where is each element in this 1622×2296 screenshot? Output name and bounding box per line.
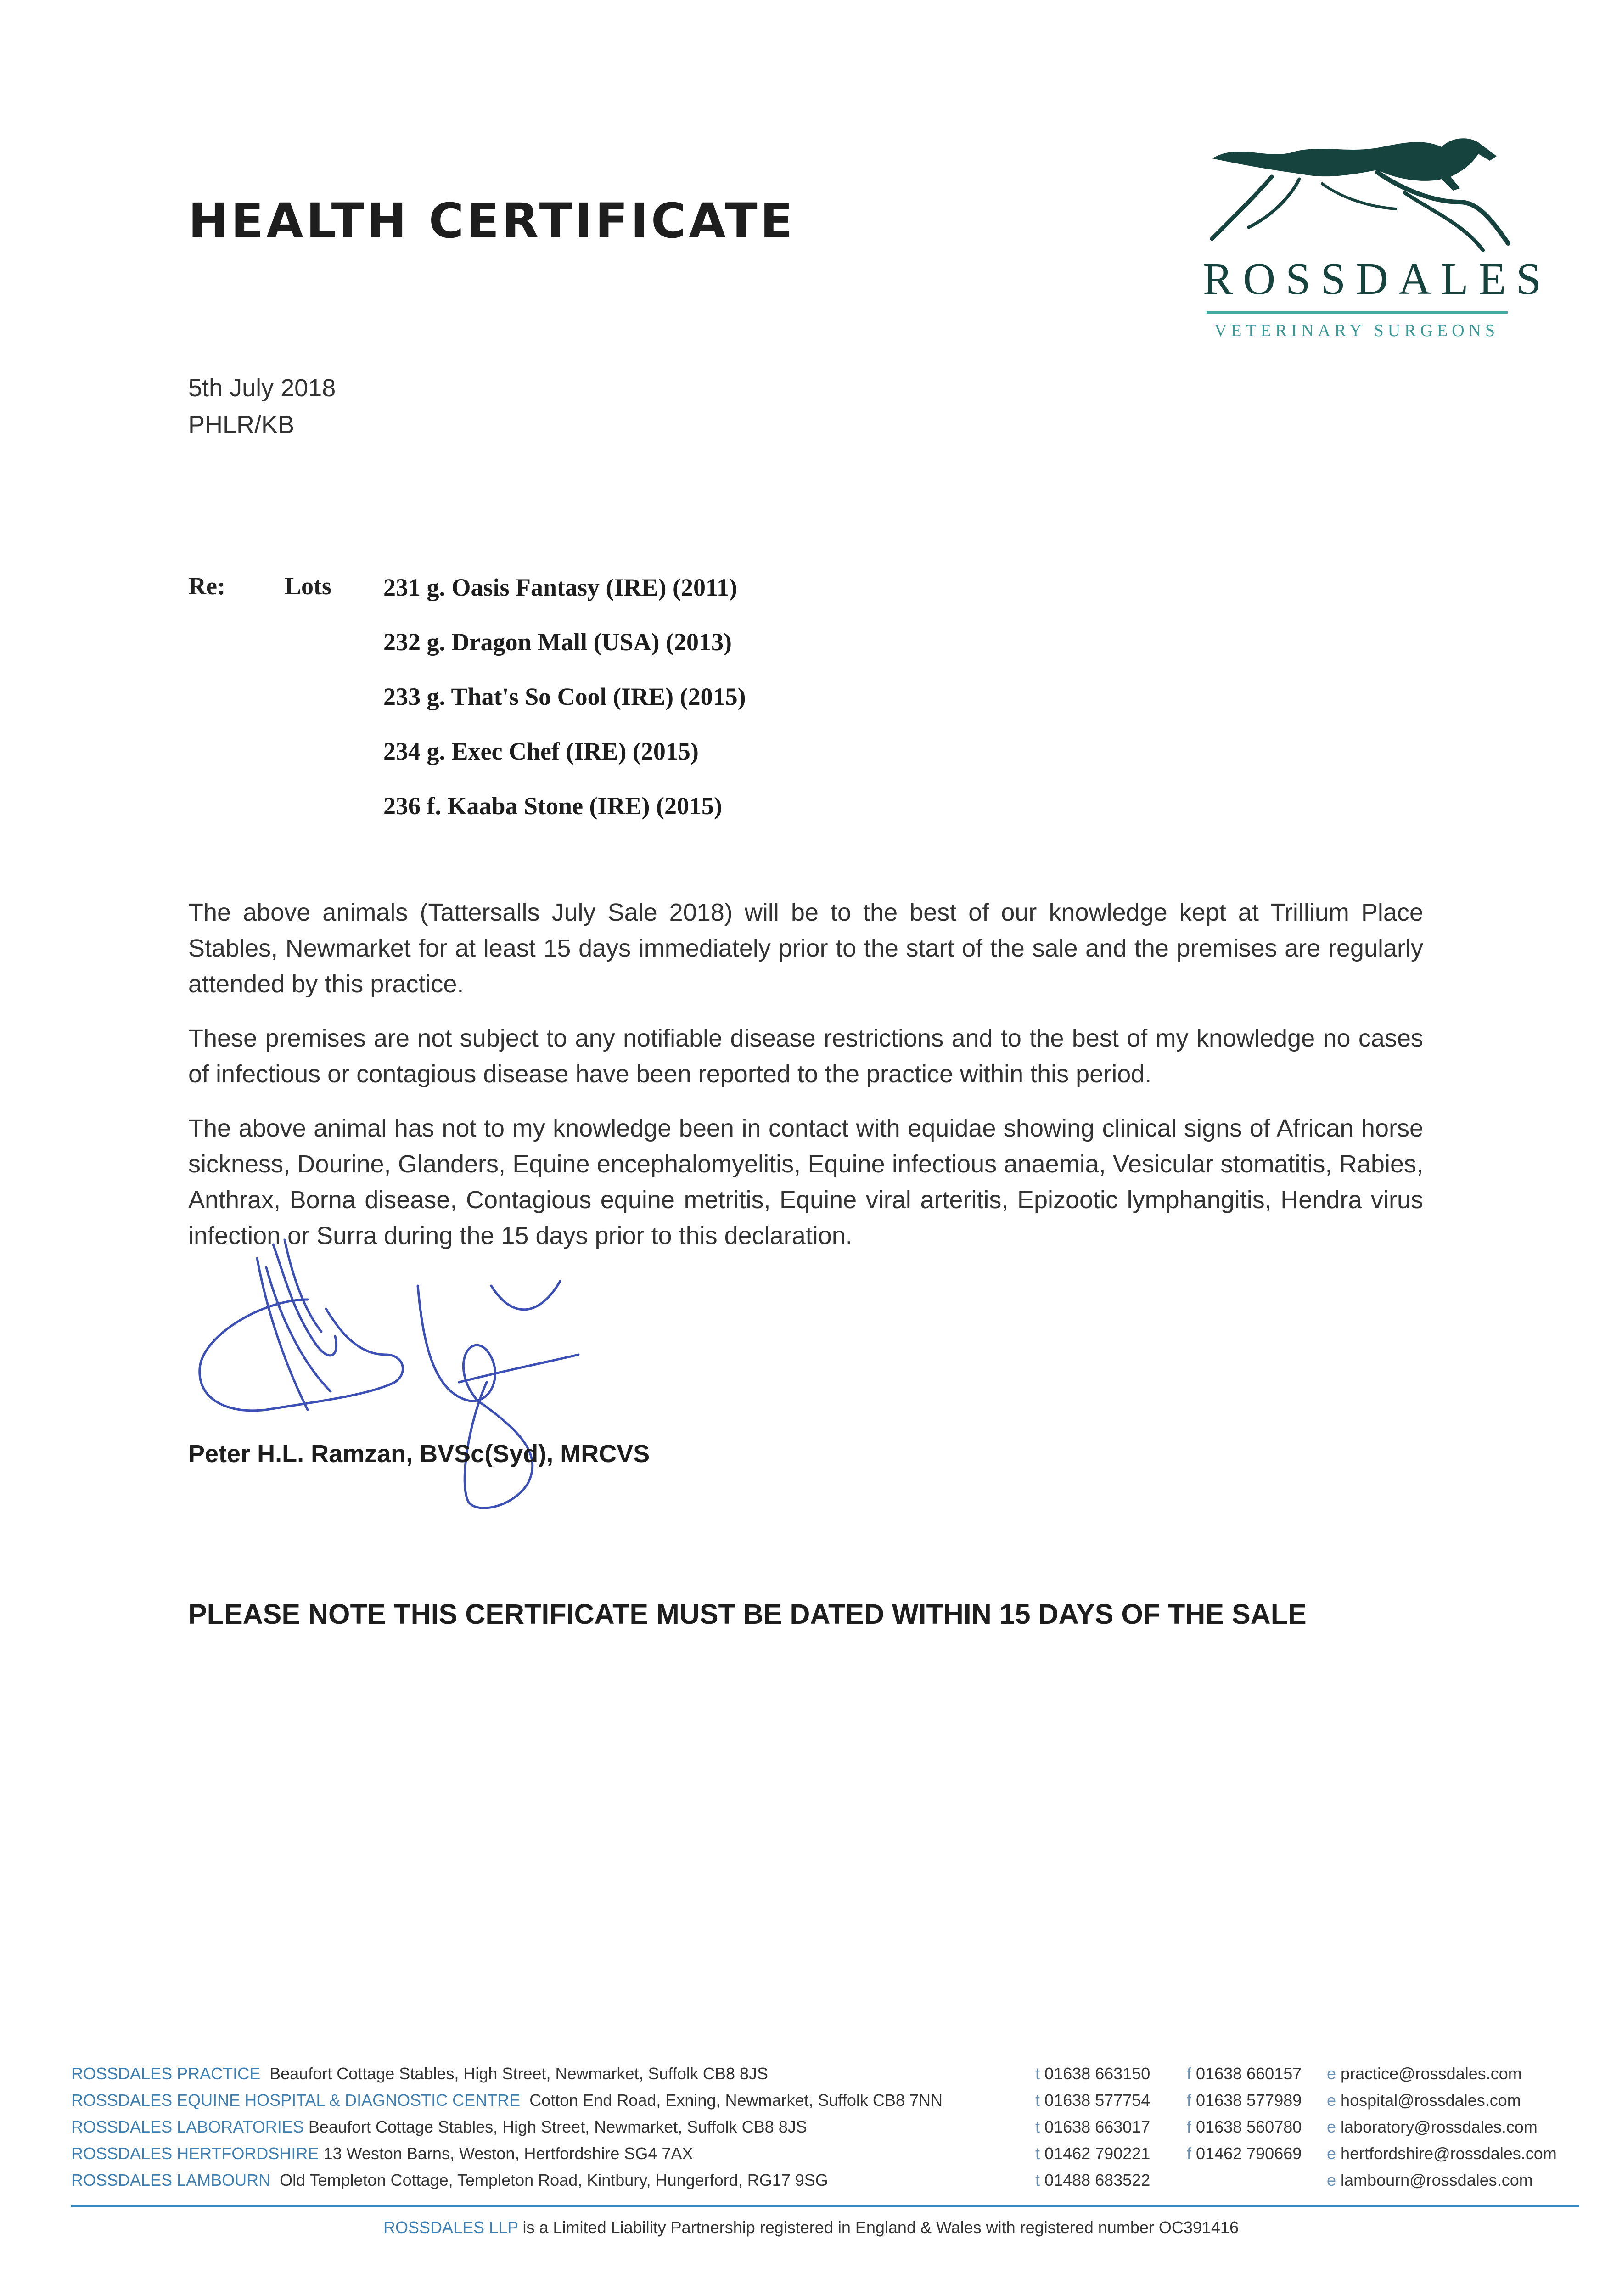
footer-row: ROSSDALES PRACTICE Beaufort Cottage Stables, High Street, Newmarket, Suffolk CB8 8JS t 01638 663150 f 01638 660157 e practice@rossdales.com xyxy=(71,2064,1522,2083)
footer-branch-name: ROSSDALES HERTFORDSHIRE xyxy=(71,2144,319,2163)
footer-email: practice@rossdales.com xyxy=(1341,2064,1522,2083)
footer-branch-name: ROSSDALES LAMBOURN xyxy=(71,2171,271,2189)
footer-row: ROSSDALES LAMBOURN Old Templeton Cottage, Templeton Road, Kintbury, Hungerford, RG17 9SG t 01488 683522 e lambourn@rossdales.com xyxy=(71,2171,1533,2189)
lots-label: Lots xyxy=(285,572,332,600)
footer-addresses xyxy=(71,2064,1568,2197)
footer-fax: 01638 577989 xyxy=(1196,2091,1302,2110)
footer-phone: 01638 577754 xyxy=(1044,2091,1151,2110)
footer-address: Beaufort Cottage Stables, High Street, Newmarket, Suffolk CB8 8JS xyxy=(308,2117,807,2136)
footer-divider xyxy=(71,2205,1579,2207)
re-label: Re: xyxy=(188,572,225,600)
logo-wordmark: ROSSDALES xyxy=(1203,254,1551,304)
lot-item: 236 f. Kaaba Stone (IRE) (2015) xyxy=(383,792,722,820)
logo-divider xyxy=(1207,311,1508,314)
handwritten-signature xyxy=(193,1217,675,1529)
lot-item: 232 g. Dragon Mall (USA) (2013) xyxy=(383,628,732,656)
legal-notice xyxy=(0,2218,1622,2237)
footer-fax: 01638 660157 xyxy=(1196,2064,1302,2083)
footer-email: laboratory@rossdales.com xyxy=(1341,2117,1538,2136)
footer-email: lambourn@rossdales.com xyxy=(1341,2171,1533,2189)
footer-fax: 01638 560780 xyxy=(1196,2117,1302,2136)
logo-subtitle: VETERINARY SURGEONS xyxy=(1214,321,1499,340)
footer-branch-name: ROSSDALES PRACTICE xyxy=(71,2064,261,2083)
footer-address: Old Templeton Cottage, Templeton Road, Kintbury, Hungerford, RG17 9SG xyxy=(280,2171,828,2189)
legal-text: is a Limited Liability Partnership registered in England & Wales with registered number OC391416 xyxy=(522,2218,1239,2237)
footer-email: hospital@rossdales.com xyxy=(1341,2091,1521,2110)
footer-address: 13 Weston Barns, Weston, Hertfordshire SG4 7AX xyxy=(323,2144,693,2163)
legal-company-name: ROSSDALES LLP xyxy=(383,2218,518,2237)
footer-address: Cotton End Road, Exning, Newmarket, Suffolk CB8 7NN xyxy=(529,2091,943,2110)
footer-phone: 01638 663150 xyxy=(1044,2064,1151,2083)
page-title: HEALTH CERTIFICATE xyxy=(188,193,796,249)
body-paragraph-1: The above animals (Tattersalls July Sale 2018) will be to the best of our knowledge kept at Trillium Place Stables, Newmarket for at least 15 days immediately prior to the start of the sale and the premises are regularly attended by this practice. xyxy=(188,899,1423,998)
letter-meta xyxy=(188,370,336,443)
letter-date: 5th July 2018 xyxy=(188,374,336,402)
signatory-name: Peter H.L. Ramzan, BVSc(Syd), MRCVS xyxy=(188,1440,650,1468)
footer-branch-name: ROSSDALES LABORATORIES xyxy=(71,2117,304,2136)
lot-item: 233 g. That's So Cool (IRE) (2015) xyxy=(383,683,746,710)
lot-item: 231 g. Oasis Fantasy (IRE) (2011) xyxy=(383,574,738,601)
lot-item: 234 g. Exec Chef (IRE) (2015) xyxy=(383,737,699,765)
letter-reference: PHLR/KB xyxy=(188,411,295,439)
rossdales-logo xyxy=(1203,133,1551,354)
body-paragraph-3: The above animal has not to my knowledge been in contact with equidae showing clinical signs of African horse sickness, Dourine, Glanders, Equine encephalomyelitis, Equine infectious anaemia, Vesicular stomatitis, Rabies, Anthrax, Borna disease, Contagious equine metritis, Equine viral arteritis, Epizootic lymphangitis, Hendra virus infection or Surra during the 15 days prior to this declaration. xyxy=(188,1114,1423,1249)
footer-branch-name: ROSSDALES EQUINE HOSPITAL & DIAGNOSTIC CENTRE xyxy=(71,2091,521,2110)
footer-phone: 01462 790221 xyxy=(1044,2144,1151,2163)
footer-row: ROSSDALES EQUINE HOSPITAL & DIAGNOSTIC CENTRE Cotton End Road, Exning, Newmarket, Suffolk CB8 7NN t 01638 577754 f 01638 577989 e hospital@rossdales.com xyxy=(71,2091,1521,2110)
body-paragraph-2: These premises are not subject to any notifiable disease restrictions and to the best of my knowledge no cases of infectious or contagious disease have been reported to the practice within this period. xyxy=(188,1024,1423,1088)
footer-row: ROSSDALES LABORATORIES Beaufort Cottage Stables, High Street, Newmarket, Suffolk CB8 8JS t 01638 663017 f 01638 560780 e laboratory@rossdales.com xyxy=(71,2117,1538,2136)
lot-list xyxy=(383,572,746,845)
footer-row: ROSSDALES HERTFORDSHIRE 13 Weston Barns, Weston, Hertfordshire SG4 7AX t 01462 790221 f 01462 790669 e hertfordshire@rossdales.com xyxy=(71,2144,1557,2163)
galloping-horse-icon xyxy=(1203,133,1510,253)
footer-email: hertfordshire@rossdales.com xyxy=(1341,2144,1557,2163)
footer-fax: 01462 790669 xyxy=(1196,2144,1302,2163)
footer-phone: 01488 683522 xyxy=(1044,2171,1151,2189)
dating-notice: PLEASE NOTE THIS CERTIFICATE MUST BE DATED WITHIN 15 DAYS OF THE SALE xyxy=(188,1598,1307,1630)
footer-phone: 01638 663017 xyxy=(1044,2117,1151,2136)
footer-address: Beaufort Cottage Stables, High Street, Newmarket, Suffolk CB8 8JS xyxy=(269,2064,768,2083)
